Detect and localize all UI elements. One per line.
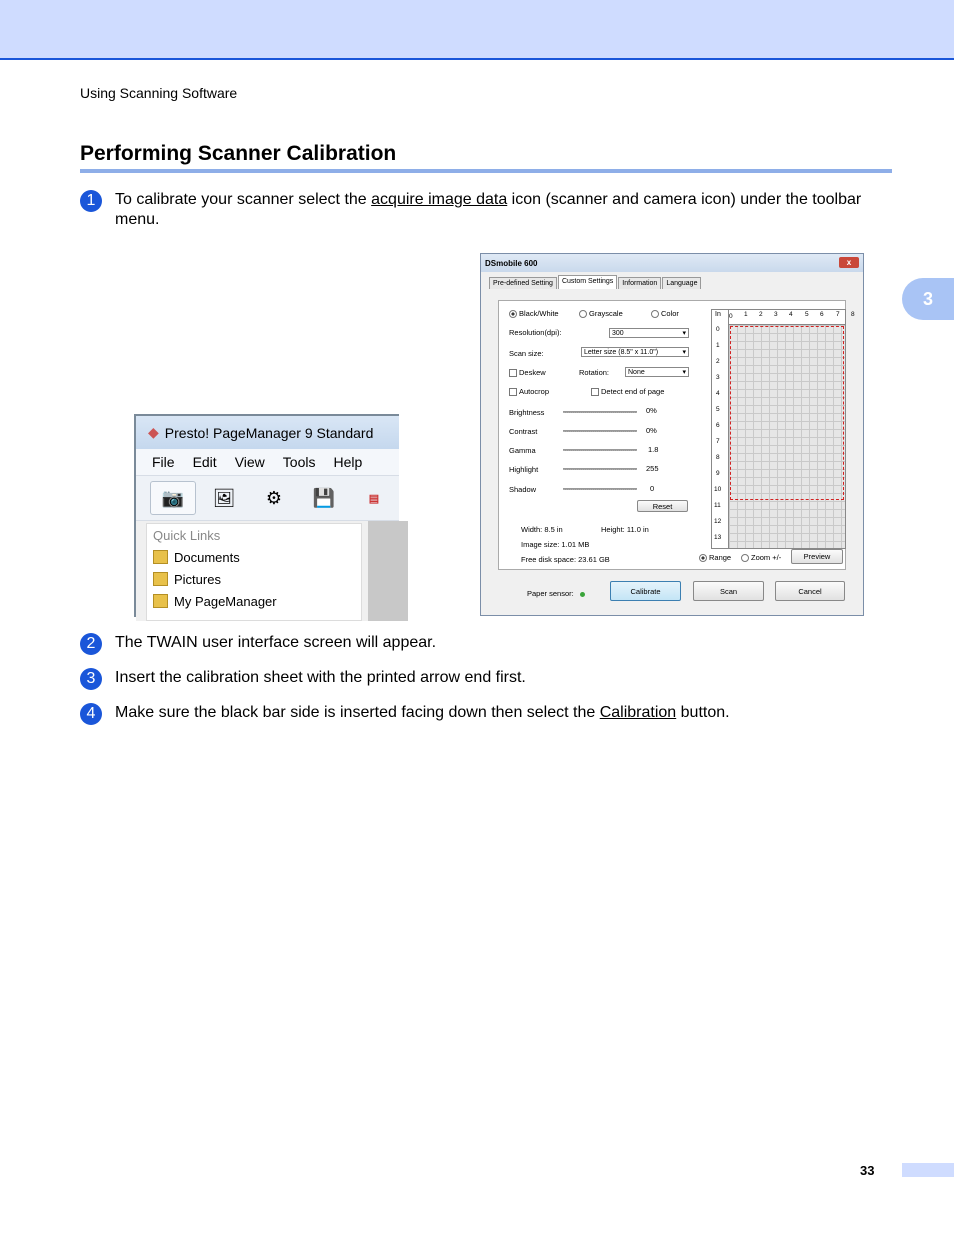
preview-area[interactable]: [711, 309, 855, 549]
step-2: [80, 633, 892, 653]
tab-custom-settings[interactable]: Custom Settings: [558, 275, 617, 289]
app-icon: ◆: [148, 424, 159, 440]
save-icon[interactable]: 💾: [312, 487, 336, 508]
page-number: 33: [860, 1163, 875, 1178]
quick-link-my-pagemanager[interactable]: My PageManager: [147, 590, 361, 612]
calibrate-button[interactable]: Calibrate: [610, 581, 681, 601]
calibration-link[interactable]: Calibration: [599, 704, 677, 721]
detect-end-checkbox[interactable]: Detect end of page: [591, 387, 664, 396]
step-number: 1: [80, 190, 102, 212]
presto-window: [134, 414, 399, 617]
menu-edit[interactable]: Edit: [192, 454, 217, 470]
step-number: 2: [80, 633, 102, 655]
menu-help[interactable]: Help: [333, 454, 363, 470]
radio-color[interactable]: Color: [651, 309, 679, 318]
brightness-slider[interactable]: [563, 411, 637, 413]
preview-button[interactable]: Preview: [791, 549, 843, 564]
tab-information[interactable]: Information: [618, 277, 661, 289]
twain-tabs: [489, 277, 702, 289]
folder-icon: [153, 550, 168, 564]
highlight-label: Highlight: [509, 465, 539, 474]
custom-settings-panel: [498, 300, 855, 570]
step-number: 3: [80, 668, 102, 690]
tab-predefined-setting[interactable]: Pre-defined Setting: [489, 277, 557, 289]
gamma-label: Gamma: [509, 446, 536, 455]
section-title: Performing Scanner Calibration: [80, 142, 397, 165]
rotation-select[interactable]: None ▾: [625, 367, 689, 377]
header-band: [0, 0, 954, 60]
acquire-image-icon[interactable]: 🖼: [212, 487, 236, 508]
contrast-label: Contrast: [509, 427, 538, 436]
reset-button[interactable]: Reset: [637, 500, 688, 512]
checkbox-icon: [509, 388, 517, 396]
gamma-value: 1.8: [648, 445, 659, 454]
radio-icon: [699, 554, 707, 562]
scan-size-select[interactable]: Letter size (8.5" x 11.0") ▾: [581, 347, 689, 357]
radio-grayscale[interactable]: Grayscale: [579, 309, 623, 318]
acquire-image-data-link[interactable]: acquire image data: [371, 191, 508, 208]
radio-icon: [741, 554, 749, 562]
paper-sensor-label: Paper sensor:: [527, 589, 585, 598]
scanner-camera-icon[interactable]: 📷: [150, 481, 196, 515]
step-text: button.: [676, 704, 730, 721]
contrast-slider[interactable]: [563, 430, 637, 432]
brightness-value: 0%: [646, 406, 657, 415]
menu-view[interactable]: View: [234, 454, 265, 470]
twain-titlebar: [481, 254, 863, 272]
presto-titlebar: [136, 416, 399, 449]
radio-icon: [651, 310, 659, 318]
presto-menubar: [136, 449, 399, 476]
paper-sensor-indicator-icon: [580, 592, 585, 597]
page-number-bar: [902, 1163, 954, 1177]
step-4: [80, 703, 892, 723]
twain-title: DSmobile 600: [485, 258, 538, 268]
radio-zoom[interactable]: Zoom +/-: [741, 553, 781, 562]
presto-title: Presto! PageManager 9 Standard: [164, 424, 374, 441]
step-3: [80, 668, 892, 688]
resolution-select[interactable]: 300 ▾: [609, 328, 689, 338]
step-text: Insert the calibration sheet with the printed arrow end first.: [115, 669, 526, 686]
deskew-checkbox[interactable]: Deskew: [509, 368, 546, 377]
step-text: The TWAIN user interface screen will appear.: [115, 634, 437, 651]
presto-content-area: [368, 521, 408, 621]
scan-button[interactable]: Scan: [693, 581, 764, 601]
menu-tools[interactable]: Tools: [282, 454, 316, 470]
resolution-label: Resolution(dpi):: [509, 328, 562, 337]
folder-icon: [153, 572, 168, 586]
checkbox-icon: [591, 388, 599, 396]
settings-icon[interactable]: ⚙: [265, 487, 283, 508]
radio-range[interactable]: Range: [699, 553, 731, 562]
folder-icon: [153, 594, 168, 608]
tab-language[interactable]: Language: [662, 277, 701, 289]
chapter-tab: 3: [902, 278, 954, 320]
cancel-button[interactable]: Cancel: [775, 581, 845, 601]
radio-icon: [579, 310, 587, 318]
scan-size-label: Scan size:: [509, 349, 544, 358]
quick-link-pictures[interactable]: Pictures: [147, 568, 361, 590]
brightness-label: Brightness: [509, 408, 545, 417]
step-1: [80, 190, 892, 230]
free-disk-readout: Free disk space: 23.61 GB: [521, 555, 610, 564]
gamma-slider[interactable]: [563, 449, 637, 451]
checkbox-icon: [509, 369, 517, 377]
menu-file[interactable]: File: [152, 454, 175, 470]
step-text: To calibrate your scanner select the: [115, 191, 372, 208]
image-size-readout: Image size: 1.01 MB: [521, 540, 590, 549]
shadow-label: Shadow: [509, 485, 537, 494]
step-text: Make sure the black bar side is inserted facing down then select the: [115, 704, 600, 721]
radio-black-white[interactable]: Black/White: [509, 309, 559, 318]
width-readout: Width: 8.5 in: [521, 525, 563, 534]
left-ruler: In 0 1 2 3 4 5 6 7 8 9 10 11 12 13: [712, 310, 729, 548]
shadow-slider[interactable]: [563, 488, 637, 490]
shadow-value: 0: [650, 484, 655, 493]
top-ruler: 0 1 2 3 4 5 6 7 8: [728, 310, 845, 325]
scan-area-selection[interactable]: [730, 326, 844, 500]
radio-icon: [509, 310, 517, 318]
contrast-value: 0%: [646, 426, 657, 435]
quick-link-documents[interactable]: Documents: [147, 546, 361, 568]
quick-links-header: Quick Links: [153, 527, 221, 543]
autocrop-checkbox[interactable]: Autocrop: [509, 387, 549, 396]
twain-dialog: [480, 253, 864, 616]
close-icon[interactable]: x: [839, 257, 859, 268]
step-number: 4: [80, 703, 102, 725]
highlight-value: 255: [646, 464, 659, 473]
running-title: Using Scanning Software: [80, 85, 238, 101]
highlight-slider[interactable]: [563, 468, 637, 470]
presto-body: [136, 521, 399, 621]
title-rule: [80, 169, 892, 173]
step-text: icon (scanner and camera icon) under the toolbar menu.: [115, 191, 862, 228]
units-label: In: [715, 311, 721, 318]
height-readout: Height: 11.0 in: [601, 525, 649, 534]
presto-toolbar: [136, 476, 399, 521]
rotation-label: Rotation:: [579, 368, 610, 377]
pdf-icon[interactable]: ▤: [368, 492, 380, 505]
quick-links-panel: [146, 523, 362, 621]
